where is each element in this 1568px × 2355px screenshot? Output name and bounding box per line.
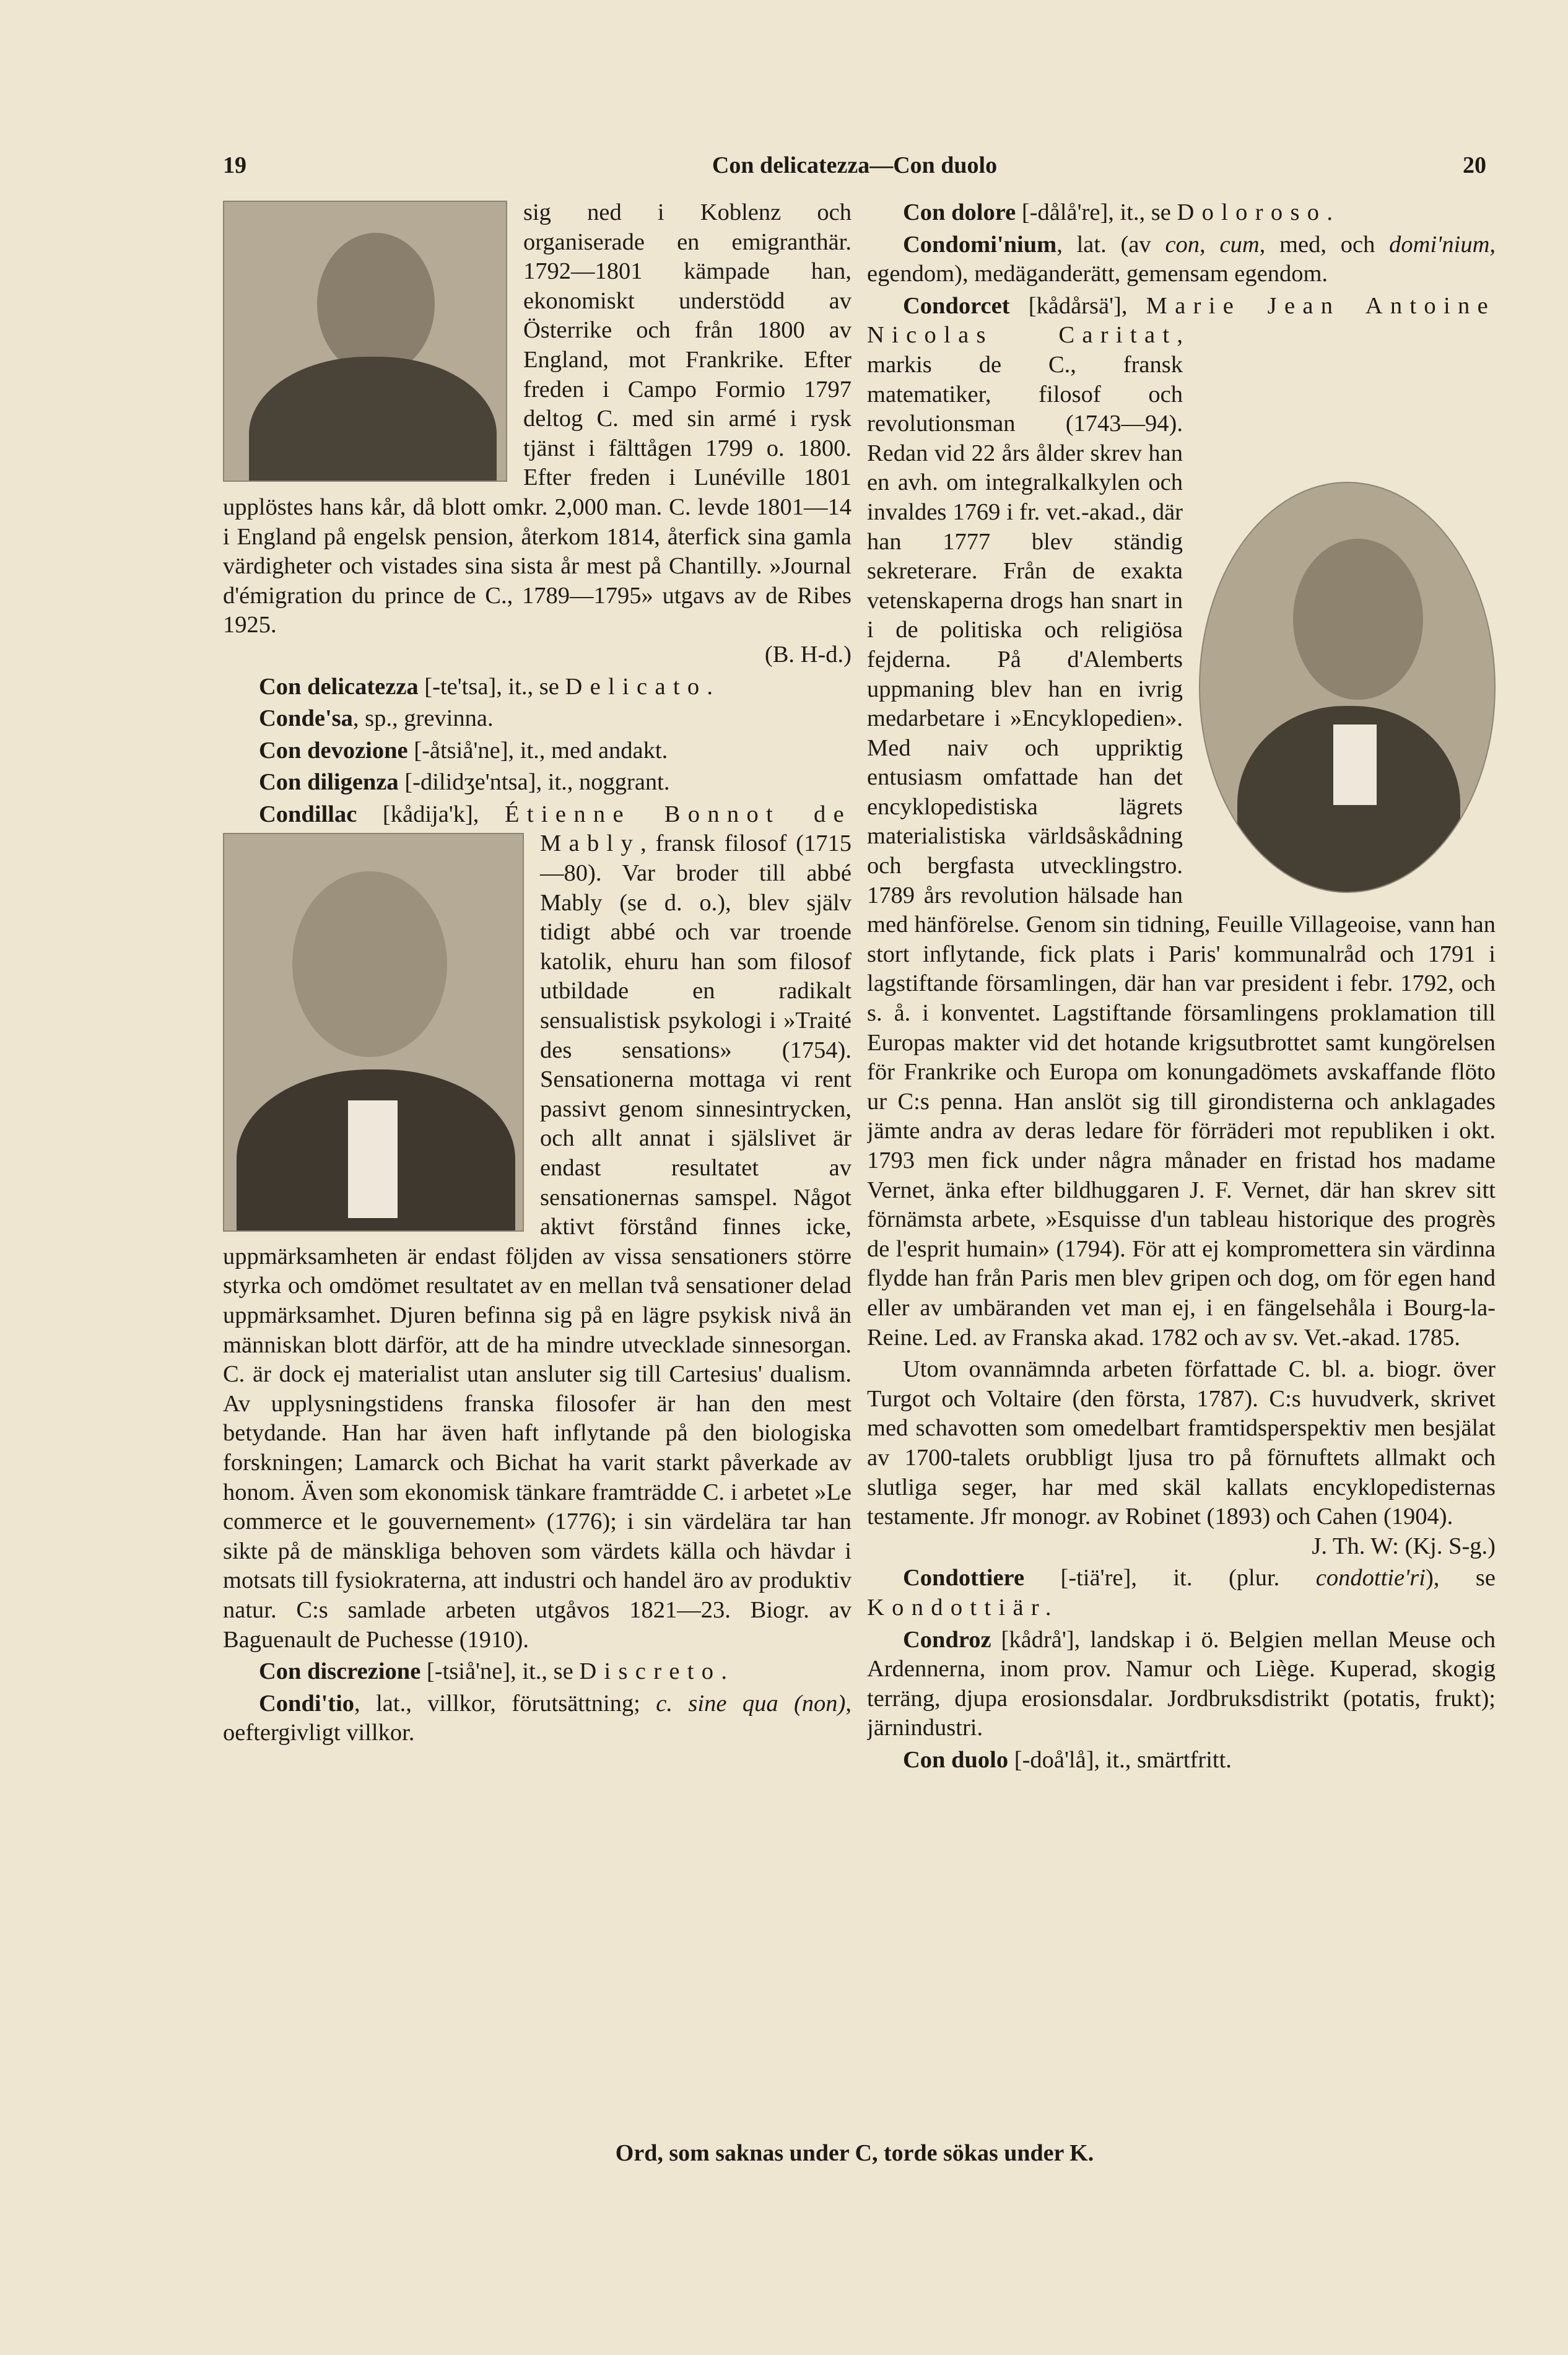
headword: Con delicatezza (259, 673, 419, 700)
page-number-left: 19 (223, 152, 246, 178)
condorcet-signature: J. Th. W: (Kj. S-g.) (1312, 1533, 1496, 1559)
entry-condottiere: Condottiere [-tiä're], it. (plur. condottie'ri), se Kondottiär. (867, 1565, 1496, 1621)
headword: Con duolo (903, 1746, 1009, 1773)
headword: Con dolore (903, 199, 1016, 225)
cross-reference: Delicato. (565, 673, 721, 700)
headword: Con devozione (259, 737, 408, 764)
headword: Condillac (259, 801, 357, 827)
page-title: Con delicatezza—Con duolo (712, 152, 998, 178)
entry-con-discrezione: Con discrezione [-tsiå'ne], it., se Discreto. (259, 1658, 735, 1685)
headword: Condi'tio (259, 1690, 355, 1717)
person-name: Marie Jean Antoine Nicolas Caritat (867, 292, 1496, 349)
page-number-right: 20 (1463, 152, 1486, 178)
entry-con-delicatezza: Con delicatezza [-te'tsa], it., se Delicato. (259, 673, 721, 700)
headword: Condomi'nium (903, 231, 1057, 258)
right-column (867, 198, 1496, 2130)
headword: Con diligenza (259, 769, 399, 796)
headword: Condroz (903, 1626, 991, 1653)
portrait-prince-de-conde (223, 201, 507, 482)
entry-con-diligenza: Con diligenza [-dilidʒe'ntsa], it., noggrant. (259, 769, 670, 796)
entry-condominium: Condomi'nium, lat. (av con, cum, med, och domi'nium, egendom), medäganderätt, gemensam egendom. (867, 231, 1496, 287)
cross-reference: Discreto. (579, 1658, 735, 1685)
entry-con-dolore: Con dolore [-dålå're], it., se Doloroso. (903, 199, 1341, 225)
entry-con-devozione: Con devozione [-åtsiå'ne], it., med andakt. (259, 737, 668, 764)
entry-condorcet: Condorcet [kådårsä'], Marie Jean Antoine Nicolas Caritat , markis de C., fransk matematiker, filosof och revolutionsman (1743—94). Redan vid 22 års ålder skrev han en avh. om integralkalkylen och invaldes 1769 i fr. vet.-akad., där han 1777 blev ständig sekreterare. Från de exakta vetenskaperna drogs han snart in i de politiska och religiösa fejderna. På d'Alemberts uppmaning blev han en ivrig medarbetare i »Encyklopedien». Med naiv och uppriktig entusiasm omfattade han det encyklopedistiska lägrets materialistiska världsåskådning och bergfasta utvecklingstro. 1789 års revolution hälsade han med hänförelse. Genom sin tidning, Feuille Villageoise, vann han stort inflytande, fick plats i Paris' kommunalråd och 1791 i lagstiftande församlingen, där han var president i febr. 1792, och s. å. i konventet. Lagstiftande församlingens proklamation till Europas makter vid det hotande krigsutbrottet samt kungörelsen för Frankrike och Europa om konungadömets avskaffande flöto ur C:s penna. Han anslöt sig till girondisterna och anklagades jämte andra av deras ledare för förräderi mot republiken i okt. 1793 men fick under några månader en fristad hos madame Vernet, änka efter bildhuggaren J. F. Vernet, där han skrev sitt förnämsta arbete, »Esquisse d'un tableau historique des progrès de l'esprit humain» (1794). För att ej kompromettera sin värdinna flydde han från Paris men blev gripen och dog, om för egen hand eller av umbäranden vet man ej, i en fängelsehåla i Bourg-la-Reine. Led. av Franska akad. 1782 och av sv. Vet.-akad. 1785. (867, 292, 1496, 1351)
conde-signature: (B. H-d.) (764, 641, 852, 668)
running-head (223, 152, 1486, 189)
person-name: Étienne Bonnot de Mably (505, 801, 852, 857)
headword: Conde'sa (259, 705, 353, 732)
conde-text: sig ned i Koblenz och organiserade en emigranthär. 1792—1801 kämpade han, ekonomiskt understödd av Österrike och från 1800 av England, mot Frankrike. Efter freden i Campo Formio 1797 deltog C. med sin armé i rysk tjänst i fälttågen 1799 o. 1800. Efter freden i Lunéville 1801 upplöstes hans kår, då blott omkr. 2,000 man. C. levde 1801—14 i England på engelsk pension, återkom 1814, återfick sina gamla värdigheter och vistades sina sista år mest på Chantilly. »Journal d'émigration du prince de C., 1789—1795» utgavs av de Ribes 1925. (223, 199, 852, 638)
entry-con-duolo: Con duolo [-doå'lå], it., smärtfritt. (903, 1746, 1232, 1773)
entry-condroz: Condroz [kådrå'], landskap i ö. Belgien mellan Meuse och Ardennerna, inom prov. Namur och Liège. Kuperad, skogig terräng, djupa erosionsdalar. Jordbruksdistrikt (potatis, frukt); järnindustri. (867, 1626, 1496, 1741)
portrait-condillac (223, 833, 524, 1232)
cross-reference: Doloroso. (1177, 199, 1341, 225)
entry-condorcet-works: Utom ovannämnda arbeten författade C. bl. a. biogr. över Turgot och Voltaire (den första, 1787). C:s huvudverk, skrivet med schavotten som omedelbart framtidsperspektiv men besjälat av 1700-talets orubbligt ljusa tro på förnuftets allmakt och slutliga seger, har med skäl kallats encyklopedisternas testamente. Jfr monogr. av Robinet (1893) och Cahen (1904). J. Th. W: (Kj. S-g.) (867, 1355, 1496, 1561)
portrait-condorcet (1199, 482, 1496, 893)
footer-note: Ord, som saknas under C, torde sökas under K. (615, 2140, 1094, 2166)
entry-condesa: Conde'sa, sp., grevinna. (259, 705, 494, 732)
left-column (223, 198, 852, 2130)
entry-conditio: Condi'tio, lat., villkor, förutsättning; c. sine qua (non), oeftergivligt villkor. (223, 1690, 852, 1746)
cross-reference: Kondottiär. (867, 1594, 1059, 1621)
entry-condillac: Condillac [kådija'k], Étienne Bonnot de Mably , fransk filosof (1715—80). Var broder till abbé Mably (se d. o.), blev själv tidigt abbé och var troende katolik, ehuru han som filosof utbildade en radikalt sensualistisk psykologi i »Traité des sensations» (1754). Sensationerna mottaga vi rent passivt genom sinnesintrycken, och allt annat i själslivet är endast resultatet av sensationernas samspel. Något aktivt förstånd finnes icke, uppmärksamheten är endast följden av vissa sensationers större styrka och omdömet resultatet av en mellan två sensationer delad uppmärksamhet. Djuren befinna sig på en lägre psykisk nivå än människan blott därför, att de ha mindre utvecklade sinnesorgan. C. är dock ej materialist utan ansluter sig till Cartesius' dualism. Av upplysningstidens franska filosofer är han den mest betydande. Han har även haft inflytande på den biologiska forskningen; Lamarck och Bichat ha varit starkt påverkade av honom. Även som ekonomisk tänkare framträdde C. i arbetet »Le commerce et le gouvernement» (1776); i sin värdelära tar han sikte på de mänskliga behoven som värdets källa och hävdar i motsats till fysiokraterna, att industri och handel äro av produktiv natur. C:s samlade arbeten utgåvos 1821—23. Biogr. av Baguenault de Puchesse (1910). (223, 801, 852, 1653)
entry-conde-continuation (223, 198, 852, 670)
headword: Con discrezione (259, 1658, 421, 1685)
headword: Condorcet (903, 292, 1010, 319)
headword: Condottiere (903, 1565, 1025, 1591)
